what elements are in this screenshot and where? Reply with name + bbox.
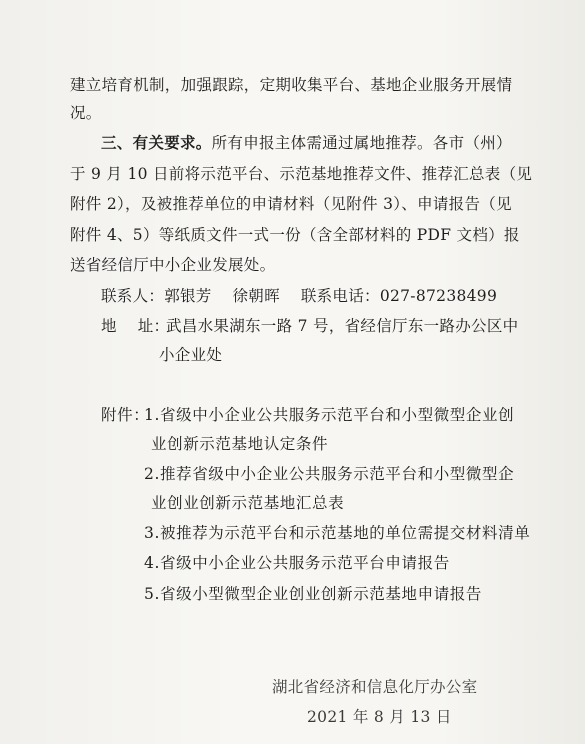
body-line: 况。 bbox=[70, 104, 102, 122]
body-line: 送省经信厅中小企业发展处。 bbox=[70, 256, 276, 274]
issuing-office: 湖北省经济和信息化厅办公室 bbox=[272, 678, 478, 696]
address-line: 武昌水果湖东一路 7 号，省经信厅东一路办公区中 bbox=[166, 317, 519, 335]
attachment-item: 2.推荐省级中小企业公共服务示范平台和小型微型企 bbox=[144, 465, 515, 483]
body-text: 所有申报主体需通过属地推荐。各市（州） bbox=[211, 134, 512, 152]
body-line: 附件 2），及被推荐单位的申请材料（见附件 3）、申请报告（见 bbox=[70, 195, 512, 213]
section-heading: 三、有关要求。 bbox=[101, 133, 212, 152]
body-line: 附件 4、5）等纸质文件一式一份（含全部材料的 PDF 文档）报 bbox=[70, 226, 520, 244]
issue-date: 2021 年 8 月 13 日 bbox=[307, 708, 452, 726]
attachment-item-cont: 业创新示范基地认定条件 bbox=[151, 435, 329, 453]
body-line: 于 9 月 10 日前将示范平台、示范基地推荐文件、推荐汇总表（见 bbox=[70, 165, 533, 183]
body-line: 建立培育机制，加强跟踪，定期收集平台、基地企业服务开展情 bbox=[70, 76, 513, 94]
contact-line: 联系人：郭银芳 徐朝晖 联系电话：027-87238499 bbox=[101, 287, 498, 305]
attachment-item: 3.被推荐为示范平台和示范基地的单位需提交材料清单 bbox=[144, 524, 531, 542]
attachment-item: 1.省级中小企业公共服务示范平台和小型微型企业创 bbox=[144, 406, 515, 424]
address-line: 小企业处 bbox=[159, 346, 223, 364]
attachment-item: 4.省级中小企业公共服务示范平台申请报告 bbox=[144, 554, 450, 572]
attachment-item-cont: 业创业创新示范基地汇总表 bbox=[151, 494, 345, 512]
attachment-item: 5.省级小型微型企业创业创新示范基地申请报告 bbox=[144, 585, 482, 603]
section-three-line bbox=[101, 133, 512, 153]
address-label: 地 址： bbox=[101, 317, 170, 335]
attachments-label: 附件： bbox=[101, 406, 150, 424]
